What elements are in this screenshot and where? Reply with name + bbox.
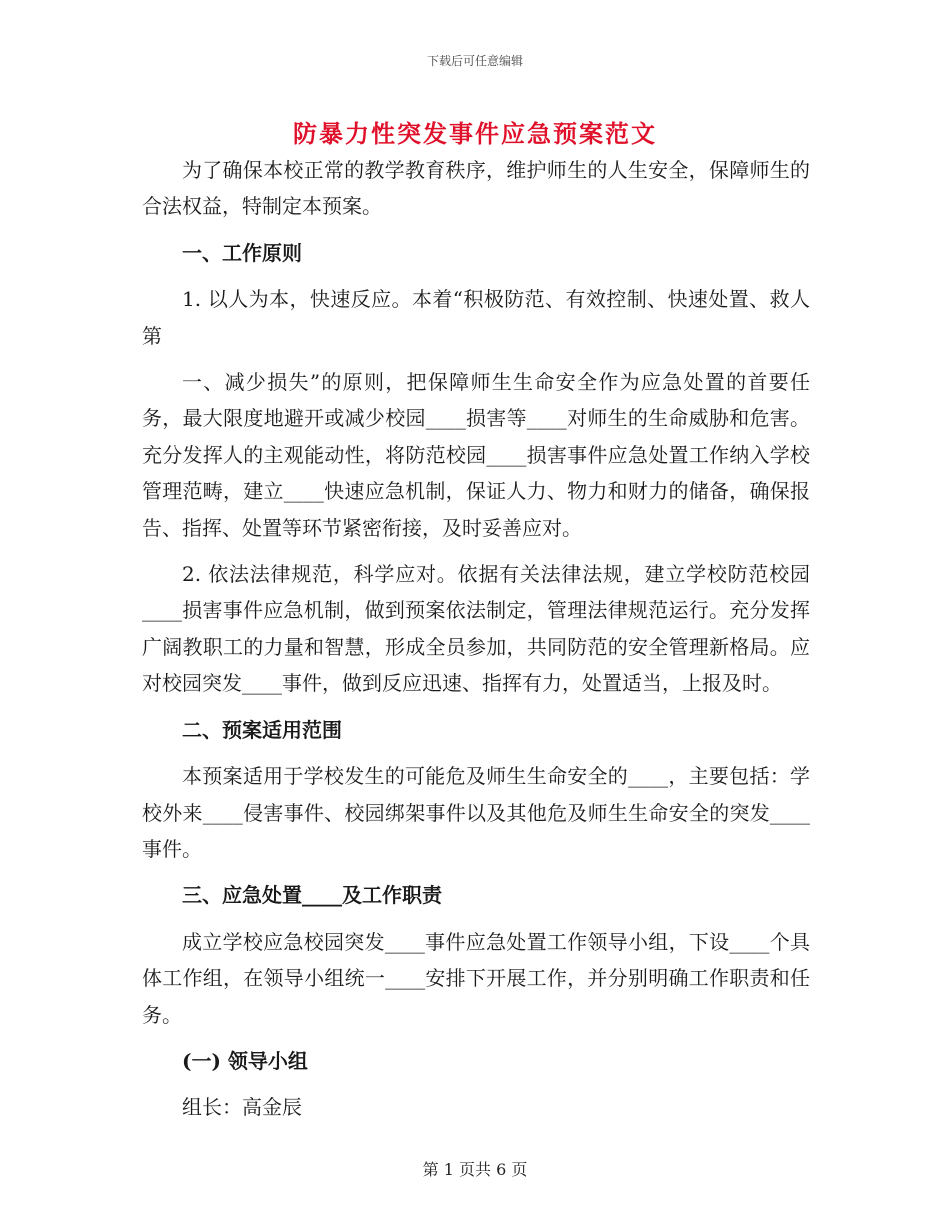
section-heading-organization: 三、应急处置____及工作职责 bbox=[182, 883, 442, 908]
document-body bbox=[142, 152, 810, 1126]
paragraph-group-leader: 组长：高金辰 bbox=[182, 1095, 302, 1120]
page-header: 下载后可任意编辑 bbox=[426, 54, 523, 68]
intro-paragraph: 为了确保本校正常的教学教育秩序，维护师生的人生安全，保障师生的合法权益，特制定本预案。 bbox=[142, 158, 810, 219]
page-footer: 第 1 页共 6 页 bbox=[422, 1160, 528, 1179]
paragraph-principle-1: 1. 以人为本，快速反应。本着“积极防范、有效控制、快速处置、救人第 bbox=[142, 287, 810, 348]
subsection-heading-leadership: (一) 领导小组 bbox=[182, 1048, 308, 1073]
paragraph-principle-1-cont: 一、减少损失”的原则，把保障师生生命安全作为应急处置的首要任务，最大限度地避开或减少校园____损害等____对师生的生命威胁和危害。充分发挥人的主观能动性，将防范校园____损害事件应急处置工作纳入学校管理范畴，建立____快速应急机制，保证人力、物力和财力的储备，确保报告、指挥、处置等环节紧密衔接，及时妥善应对。 bbox=[142, 370, 810, 540]
section-heading-scope: 二、预案适用范围 bbox=[182, 717, 342, 742]
paragraph-scope: 本预案适用于学校发生的可能危及师生生命安全的____，主要包括：学校外来____侵害事件、校园绑架事件以及其他危及师生生命安全的突发____事件。 bbox=[142, 764, 810, 861]
paragraph-organization: 成立学校应急校园突发____事件应急处置工作领导小组，下设____个具体工作组，在领导小组统一____安排下开展工作，并分别明确工作职责和任务。 bbox=[142, 929, 810, 1027]
document-title: 防暴力性突发事件应急预案范文 bbox=[293, 119, 657, 148]
section-heading-principles: 一、工作原则 bbox=[182, 240, 302, 265]
paragraph-principle-2: 2. 依法法律规范，科学应对。依据有关法律法规，建立学校防范校园____损害事件应急机制，做到预案依法制定，管理法律规范运行。充分发挥广阔教职工的力量和智慧，形成全员参加，共同防范的安全管理新格局。应对校园突发____事件，做到反应迅速、指挥有力，处置适当，上报及时。 bbox=[142, 562, 810, 696]
